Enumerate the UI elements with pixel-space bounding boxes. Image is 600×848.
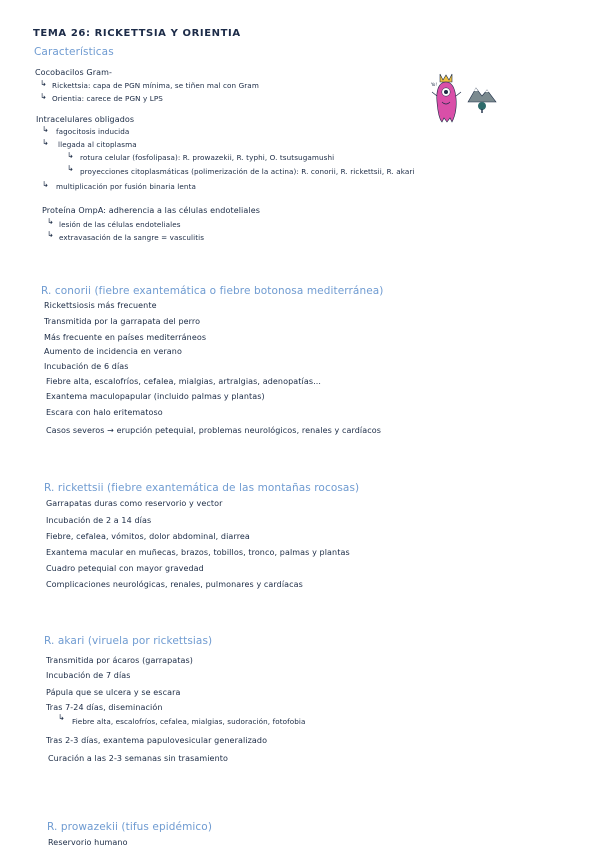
section-heading-prowazekii: R. prowazekii (tifus epidémico) xyxy=(47,821,213,833)
list-item: Curación a las 2-3 semanas sin trasamiento xyxy=(48,754,228,763)
list-item: Fiebre alta, escalofríos, cefalea, mialgias, artralgias, adenopatías... xyxy=(46,377,322,386)
arrow-icon: ↳ xyxy=(58,713,65,722)
note-line: proyecciones citoplasmáticas (polimerización de la actina): R. conorii, R. rickettsii, R. akari xyxy=(80,167,415,176)
note-line: lesión de las células endoteliales xyxy=(59,220,181,229)
list-item: Incubación de 7 días xyxy=(46,671,131,680)
list-item: Más frecuente en países mediterráneos xyxy=(44,333,207,342)
arrow-icon: ↳ xyxy=(47,230,54,239)
monster-doodle-illustration xyxy=(430,70,502,126)
page-title: TEMA 26: RICKETTSIA Y ORIENTIA xyxy=(33,28,241,39)
list-item: Garrapatas duras como reservorio y vector xyxy=(46,499,223,508)
note-line: multiplicación por fusión binaria lenta xyxy=(56,182,196,191)
list-item: Casos severos → erupción petequial, problemas neurológicos, renales y cardíacos xyxy=(46,426,382,435)
section-heading-akari: R. akari (viruela por rickettsias) xyxy=(44,635,213,647)
arrow-icon: ↳ xyxy=(42,125,49,134)
note-line: llegada al citoplasma xyxy=(58,140,137,149)
list-item: Transmitida por la garrapata del perro xyxy=(44,317,201,326)
section-heading-conorii: R. conorii (fiebre exantemática o fiebre botonosa mediterránea) xyxy=(41,285,384,297)
arrow-icon: ↳ xyxy=(67,151,74,160)
list-item: Exantema macular en muñecas, brazos, tobillos, tronco, palmas y plantas xyxy=(46,548,350,557)
arrow-icon: ↳ xyxy=(42,138,49,147)
section-heading-caracteristicas: Características xyxy=(34,46,114,58)
section-heading-rickettsii: R. rickettsii (fiebre exantemática de las montañas rocosas) xyxy=(44,482,360,494)
list-item: Escara con halo eritematoso xyxy=(46,408,163,417)
note-line: extravasación de la sangre = vasculitis xyxy=(59,233,205,242)
mountain-icon xyxy=(468,88,496,102)
list-item: Complicaciones neurológicas, renales, pulmonares y cardíacas xyxy=(46,580,303,589)
list-item: Tras 2-3 días, exantema papulovesicular generalizado xyxy=(46,736,268,745)
crown-icon xyxy=(440,74,452,82)
note-line: Orientia: carece de PGN y LPS xyxy=(52,94,163,103)
list-item: Reservorio humano xyxy=(48,838,128,847)
note-line: rotura celular (fosfolipasa): R. prowazekii, R. typhi, O. tsutsugamushi xyxy=(80,153,335,162)
arrow-icon: ↳ xyxy=(67,164,74,173)
list-item: Aumento de incidencia en verano xyxy=(44,347,182,356)
arrow-icon: ↳ xyxy=(40,79,47,88)
svg-text:Yo!: Yo! xyxy=(431,82,437,87)
arrow-icon: ↳ xyxy=(42,180,49,189)
note-line: Rickettsia: capa de PGN mínima, se tiñen mal con Gram xyxy=(52,81,259,90)
tree-icon xyxy=(478,102,486,110)
arrow-icon: ↳ xyxy=(40,92,47,101)
list-item: Fiebre alta, escalofríos, cefalea, mialgias, sudoración, fotofobia xyxy=(72,717,306,726)
list-item: Pápula que se ulcera y se escara xyxy=(46,688,181,697)
list-item: Exantema maculopapular (incluido palmas y plantas) xyxy=(46,392,265,401)
note-line: Proteína OmpA: adherencia a las células endoteliales xyxy=(42,206,260,215)
list-item: Fiebre, cefalea, vómitos, dolor abdominal, diarrea xyxy=(46,532,250,541)
list-item: Rickettsiosis más frecuente xyxy=(44,301,157,310)
list-item: Cuadro petequial con mayor gravedad xyxy=(46,564,204,573)
note-line: Cocobacilos Gram- xyxy=(35,68,112,77)
note-line: fagocitosis inducida xyxy=(56,127,130,136)
list-item: Incubación de 2 a 14 días xyxy=(46,516,152,525)
arrow-icon: ↳ xyxy=(47,217,54,226)
list-item: Transmitida por ácaros (garrapatas) xyxy=(46,656,194,665)
list-item: Incubación de 6 días xyxy=(44,362,129,371)
note-line: Intracelulares obligados xyxy=(36,115,135,124)
list-item: Tras 7-24 días, diseminación xyxy=(46,703,163,712)
